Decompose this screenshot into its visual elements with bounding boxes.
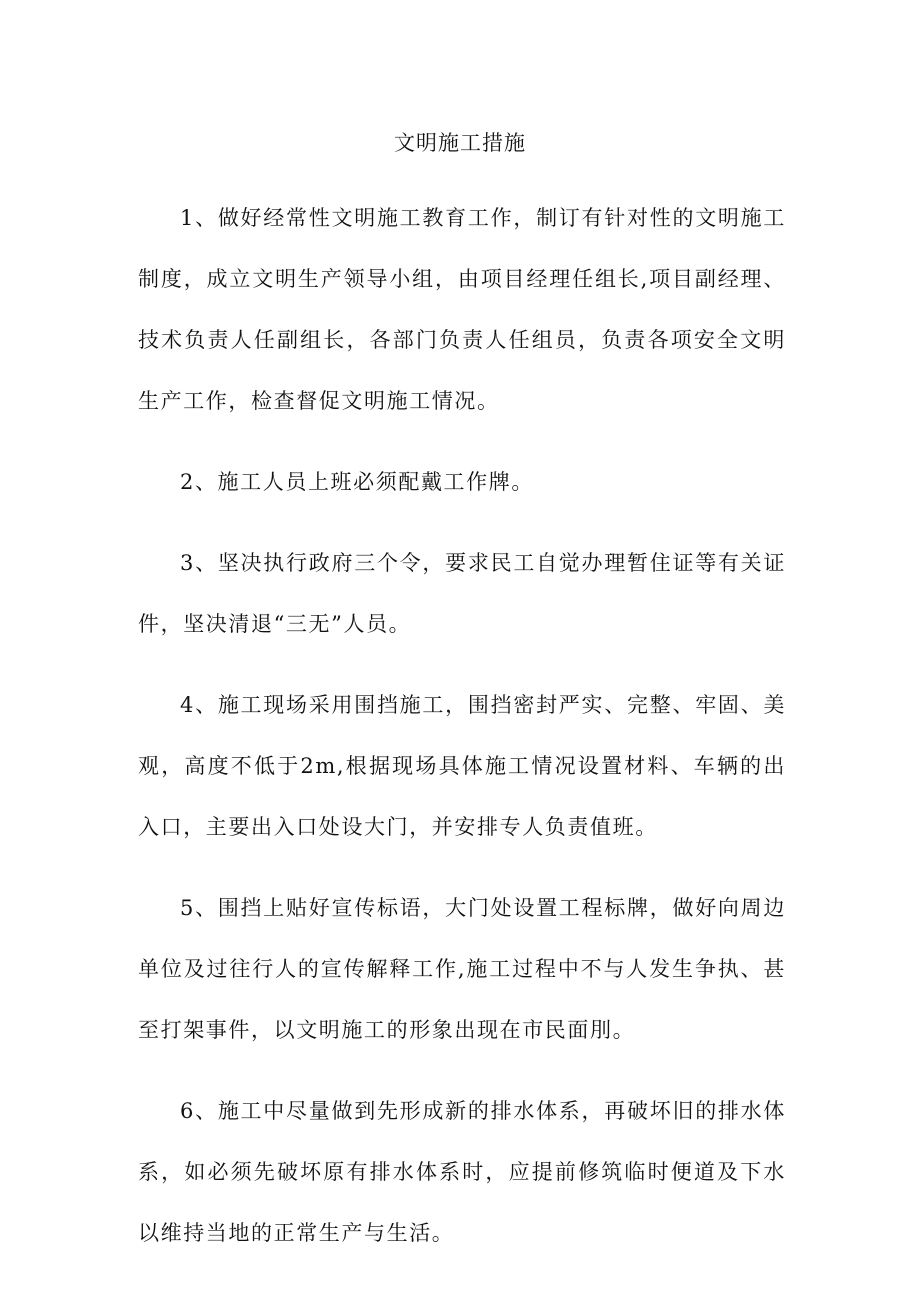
paragraph-4: 4、施工现场采用围挡施工，围挡密封严实、完整、牢固、美观，高度不低于2m,根据现场具体施工情况设置材料、车辆的出入口，主要出入口处设大门，并安排专人负责值班。	[138, 693, 786, 839]
paragraph-2: 2、施工人员上班必须配戴工作牌。	[180, 470, 534, 494]
paragraph-1: 1、做好经常性文明施工教育工作，制订有针对性的文明施工制度，成立文明生产领导小组，由项目经理任组长,项目副经理、技术负责人任副组长，各部门负责人任组员，负责各项安全文明生产工作，检查督促文明施工情况。	[138, 206, 786, 413]
paragraph-6: 6、施工中尽量做到先形成新的排水体系，再破坏旧的排水体系，如必须先破坏原有排水体系时，应提前修筑临时便道及下水以维持当地的正常生产与生活。	[138, 1099, 786, 1245]
document-body	[138, 188, 786, 1284]
paragraph-3: 3、坚决执行政府三个令，要求民工自觉办理暂住证等有关证件，坚决清退“三无”人员。	[138, 551, 786, 636]
paragraph-5: 5、围挡上贴好宣传标语，大门处设置工程标牌，做好向周边单位及过往行人的宣传解释工作,施工过程中不与人发生争执、甚至打架事件，以文明施工的形象出现在市民面刖。	[138, 896, 786, 1042]
document-title: 文明施工措施	[394, 131, 526, 155]
